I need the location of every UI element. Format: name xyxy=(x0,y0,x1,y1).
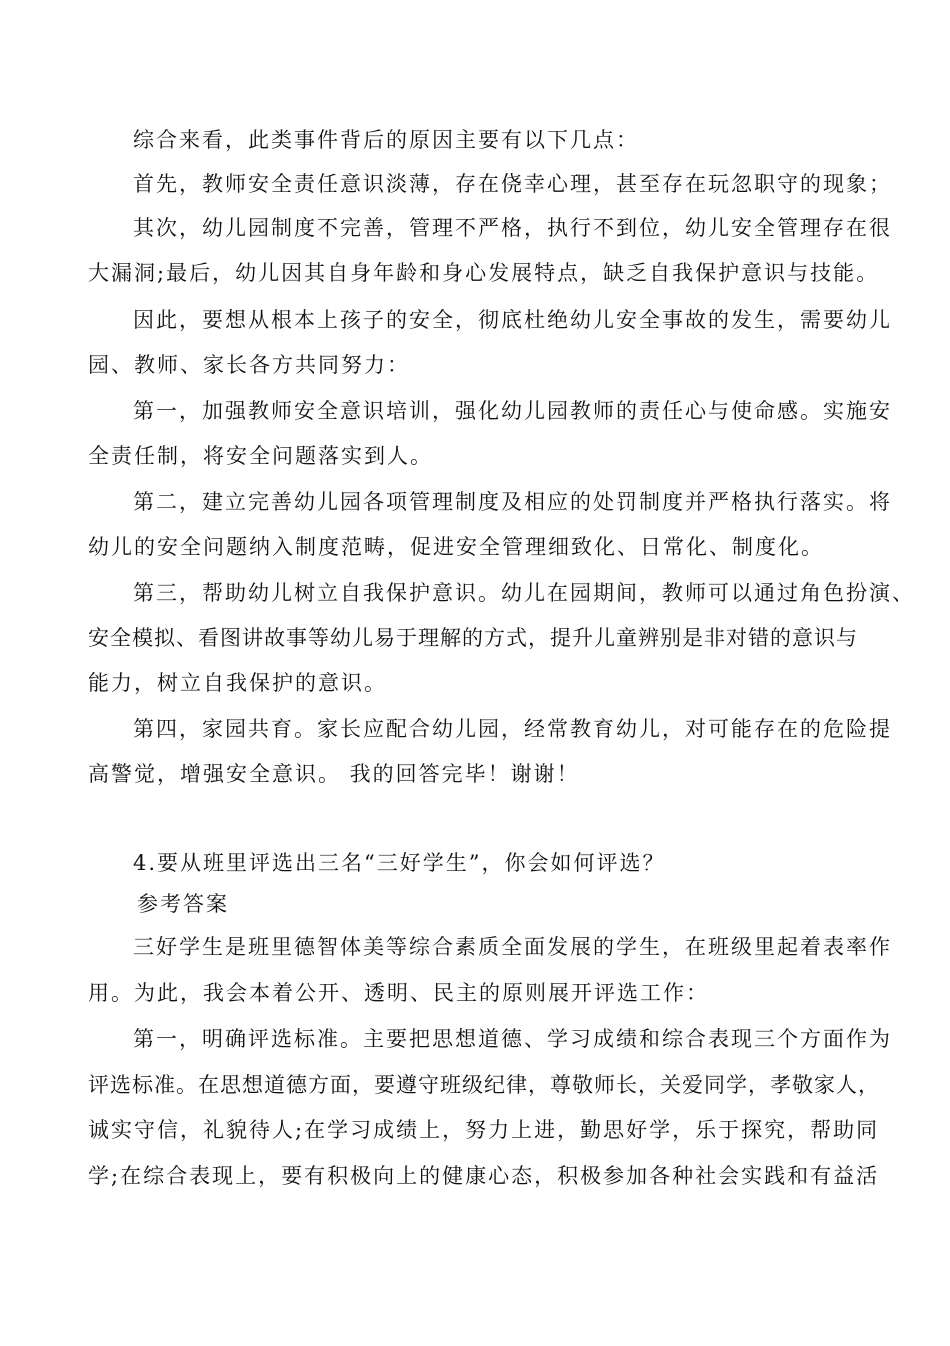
paragraph-line: 第二，建立完善幼儿园各项管理制度及相应的处罚制度并严格执行落实。将 xyxy=(133,490,892,514)
paragraph-line: 第一，加强教师安全意识培训，强化幼儿园教师的责任心与使命感。实施安 xyxy=(133,399,892,423)
paragraph-line: 大漏洞;最后，幼儿因其自身年龄和身心发展特点，缺乏自我保护意识与技能。 xyxy=(88,261,880,285)
question-heading: 4.要从班里评选出三名“三好学生”，你会如何评选？ xyxy=(133,851,666,875)
paragraph-line: 综合来看，此类事件背后的原因主要有以下几点： xyxy=(133,128,639,152)
paragraph-line: 幼儿的安全问题纳入制度范畴，促进安全管理细致化、日常化、制度化。 xyxy=(88,535,824,559)
paragraph-line: 第三，帮助幼儿树立自我保护意识。幼儿在园期间，教师可以通过角色扮演、 xyxy=(133,581,915,605)
paragraph-line: 园、教师、家长各方共同努力： xyxy=(88,353,410,377)
paragraph-line: 其次，幼儿园制度不完善，管理不严格，执行不到位，幼儿安全管理存在很 xyxy=(133,216,892,240)
paragraph-line: 高警觉，增强安全意识。 我的回答完毕！谢谢！ xyxy=(88,762,580,786)
paragraph-line: 首先，教师安全责任意识淡薄，存在侥幸心理，甚至存在玩忽职守的现象； xyxy=(133,172,892,196)
paragraph-line: 第一，明确评选标准。主要把思想道德、学习成绩和综合表现三个方面作为 xyxy=(133,1027,892,1051)
paragraph-line: 三好学生是班里德智体美等综合素质全面发展的学生，在班级里起着表率作 xyxy=(133,935,892,959)
paragraph-line: 诚实守信，礼貌待人;在学习成绩上，努力上进，勤思好学，乐于探究，帮助同 xyxy=(88,1118,880,1142)
paragraph-line: 全责任制，将安全问题落实到人。 xyxy=(88,444,433,468)
answer-label: 参考答案 xyxy=(137,892,229,916)
paragraph-line: 安全模拟、看图讲故事等幼儿易于理解的方式，提升儿童辨别是非对错的意识与 xyxy=(88,626,858,650)
paragraph-line: 能力，树立自我保护的意识。 xyxy=(88,671,387,695)
paragraph-line: 用。为此，我会本着公开、透明、民主的原则展开评选工作： xyxy=(88,981,709,1005)
paragraph-line: 学;在综合表现上，要有积极向上的健康心态，积极参加各种社会实践和有益活 xyxy=(88,1164,880,1188)
paragraph-line: 第四，家园共育。家长应配合幼儿园，经常教育幼儿，对可能存在的危险提 xyxy=(133,717,892,741)
paragraph-line: 因此，要想从根本上孩子的安全，彻底杜绝幼儿安全事故的发生，需要幼儿 xyxy=(133,308,892,332)
paragraph-line: 评选标准。在思想道德方面，要遵守班级纪律，尊敬师长，关爱同学，孝敬家人， xyxy=(88,1073,880,1097)
